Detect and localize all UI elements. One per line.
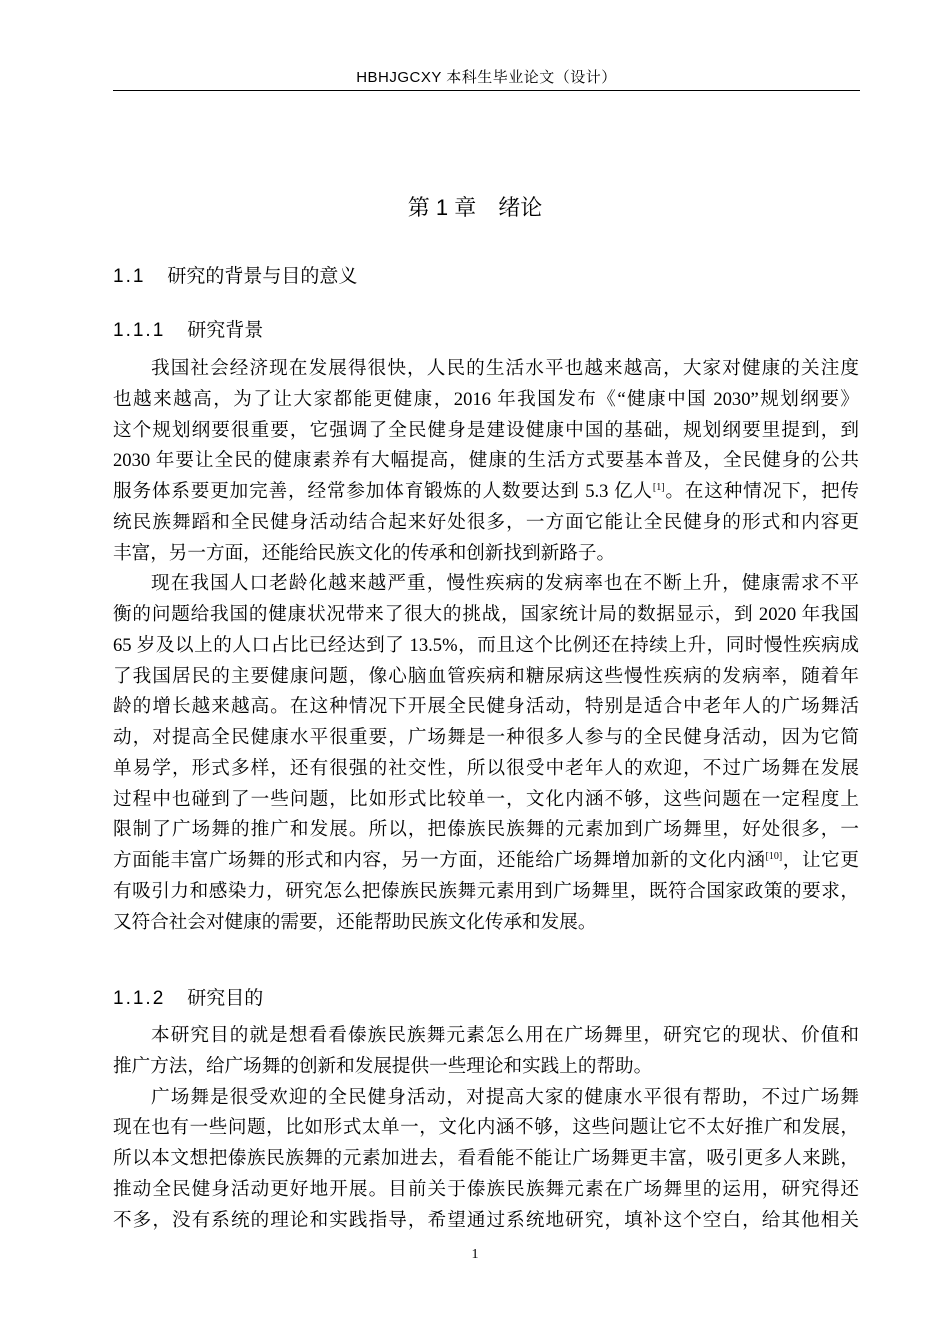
paragraph — [113, 354, 859, 569]
text-line: 不多，没有系统的理论和实践指导，希望通过系统地研究，填补这个空白，给其他相关 — [113, 1209, 859, 1231]
citation-superscript: [1] — [652, 482, 665, 493]
text-line: 了我国居民的主要健康问题，像心脑血管疾病和糖尿病这些慢性疾病的发病率，随着年 — [113, 665, 859, 687]
text-line: 现在我国人口老龄化越来越严重，慢性疾病的发病率也在不断上升，健康需求不平 — [151, 573, 859, 595]
text-line: 我国社会经济现在发展得很快，人民的生活水平也越来越高，大家对健康的关注度 — [151, 358, 859, 379]
purpose-text — [113, 1021, 859, 1236]
citation-superscript: [10] — [765, 851, 783, 862]
section-title: 研究的背景与目的意义 — [167, 266, 358, 287]
section-number: 1.1.1 — [113, 320, 166, 341]
paragraph — [113, 1021, 859, 1083]
section-heading-1-1-2 — [113, 983, 263, 1010]
text-line: 本研究目的就是想看看傣族民族舞元素怎么用在广场舞里，研究它的现状、价值和 — [151, 1025, 859, 1046]
header-rule — [113, 90, 860, 91]
section-number: 1.1 — [113, 266, 146, 287]
section-number: 1.1.2 — [113, 988, 166, 1009]
section-heading-1-1 — [113, 261, 357, 288]
text-line: 又符合社会对健康的需要，还能帮助民族文化传承和发展。 — [113, 911, 597, 933]
text-line: 推动全民健身活动更好地开展。目前关于傣族民族舞元素在广场舞里的运用，研究得还 — [113, 1178, 859, 1200]
text-line: 现在也有一些问题，比如形式太单一，文化内涵不够，这些问题让它不太好推广和发展， — [113, 1117, 859, 1139]
page-number: 1 — [471, 1247, 479, 1262]
section-title: 研究目的 — [187, 988, 264, 1009]
section-heading-1-1-1 — [113, 315, 263, 342]
page-header: HBHJGCXY 本科生毕业论文（设计） — [356, 69, 617, 86]
text-line: 方面能丰富广场舞的形式和内容，另一方面，还能给广场舞增加新的文化内涵[10]，让它更 — [113, 850, 859, 871]
text-line: 推广方法，给广场舞的创新和发展提供一些理论和实践上的帮助。 — [113, 1055, 653, 1077]
text-line: 65 岁及以上的人口占比已经达到了 13.5%，而且这个比例还在持续上升，同时慢性疾病成 — [113, 634, 859, 656]
chapter-title: 第 1 章 绪论 — [407, 195, 543, 220]
text-line: 服务体系要更加完善，经常参加体育锻炼的人数要达到 5.3 亿人[1]。在这种情况下，把传 — [113, 481, 859, 502]
text-line: 这个规划纲要很重要，它强调了全民健身是建设健康中国的基础，规划纲要里提到，到 — [113, 419, 859, 441]
text-line: 有吸引力和感染力，研究怎么把傣族民族舞元素用到广场舞里，既符合国家政策的要求， — [113, 880, 859, 902]
text-line: 过程中也碰到了一些问题，比如形式比较单一，文化内涵不够，这些问题在一定程度上 — [113, 788, 859, 810]
text-line: 龄的增长越来越高。在这种情况下开展全民健身活动，特别是适合中老年人的广场舞活 — [113, 696, 859, 718]
section-title: 研究背景 — [187, 320, 264, 341]
text-line: 也越来越高，为了让大家都能更健康，2016 年我国发布《“健康中国 2030”规划纲要》 — [113, 388, 859, 410]
paragraph — [113, 569, 859, 938]
text-line: 限制了广场舞的推广和发展。所以，把傣族民族舞的元素加到广场舞里，好处很多，一 — [113, 819, 859, 841]
text-line: 2030 年要让全民的健康素养有大幅提高，健康的生活方式要基本普及，全民健身的公共 — [113, 450, 859, 472]
text-line: 所以本文想把傣族民族舞的元素加进去，看看能不能让广场舞更丰富，吸引更多人来跳， — [113, 1148, 859, 1169]
text-line: 单易学，形式多样，还有很强的社交性，所以很受中老年人的欢迎，不过广场舞在发展 — [113, 757, 859, 779]
text-line: 动，对提高全民健康水平很重要，广场舞是一种很多人参与的全民健身活动，因为它简 — [113, 727, 859, 748]
background-text — [113, 354, 859, 938]
text-line: 广场舞是很受欢迎的全民健身活动，对提高大家的健康水平很有帮助，不过广场舞 — [151, 1086, 859, 1108]
paragraph — [113, 1083, 859, 1237]
text-line: 丰富，另一方面，还能给民族文化的传承和创新找到新路子。 — [113, 542, 616, 564]
text-line: 统民族舞蹈和全民健身活动结合起来好处很多，一方面它能让全民健身的形式和内容更 — [113, 511, 859, 533]
text-line: 衡的问题给我国的健康状况带来了很大的挑战，国家统计局的数据显示，到 2020 年我国 — [113, 604, 859, 625]
